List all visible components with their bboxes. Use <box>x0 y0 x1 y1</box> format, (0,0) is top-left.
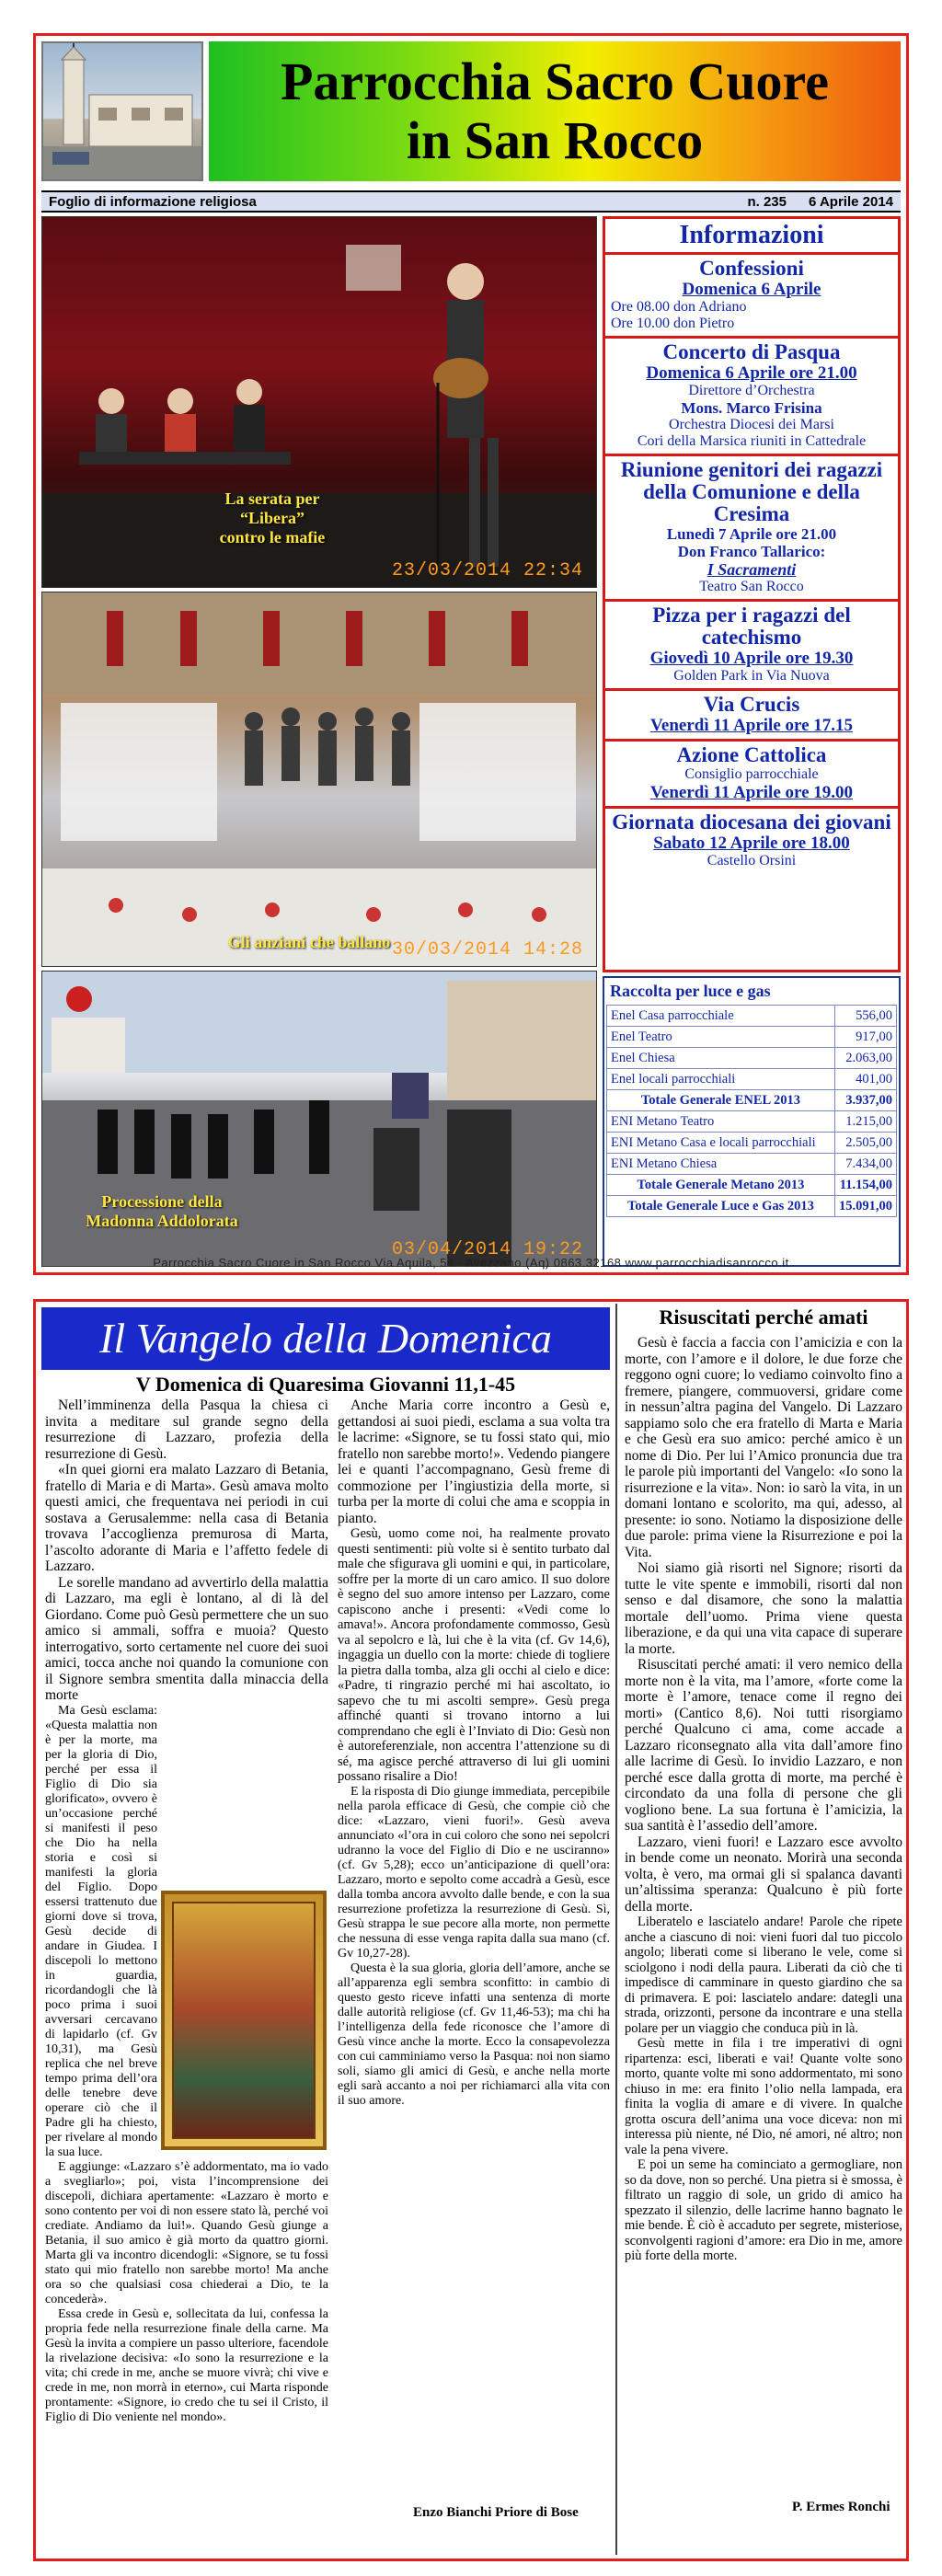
parish-title-line2: in San Rocco <box>406 110 704 170</box>
front-page <box>33 33 909 1275</box>
info-heading: Azione Cattolica <box>676 743 827 766</box>
issue-number: n. 235 <box>747 193 787 210</box>
gospel-page <box>33 1299 909 2561</box>
row-value: 917,00 <box>835 1027 897 1048</box>
fundraising-rows <box>606 1005 897 1217</box>
footer-address: Parrocchia Sacro Cuore in San Rocco Via Aquila, 54 - Avezzano (Aq) 0863.32168 www.parrocchiadisanrocco.it <box>153 1256 789 1270</box>
photo-caption: La serata per “Libera” contro le mafie <box>219 489 326 546</box>
info-via-crucis <box>605 691 898 742</box>
paragraph: Ma Gesù esclama: «Questa malattia non è per la morte, ma per la gloria di Dio, perché per essa il Figlio di Dio sia glorificato», ovvero è un’occasione perché si manifesti il peso che Dio ha nella storia e così si manifesti la gloria del Figlio. Dopo essersi trattenuto due giorni dove si trova, Gesù decide di andare in Giudea. I discepoli lo mettono in guardia, ricordandogli che là poco prima i suoi avversari cercavano di lapidarlo (cf. Gv 10,31), ma Gesù replica che nel breve tempo prima dell’ora delle tenebre deve operare ciò che il Padre gli ha chiesto, per rivelare al mondo la sua luce. <box>45 1703 157 2159</box>
info-date: Giovedì 10 Aprile ore 19.30 <box>649 649 854 668</box>
paragraph: Noi siamo già risorti nel Signore; risorti da tutte le vite spente e immobili, risorti dal non senso e dal disamore, che sono la malattia mortale dell’uomo. Prima viene questa liberazione, e da qui una vita capace di superare la morte. <box>625 1560 902 1657</box>
row-value: 556,00 <box>835 1006 897 1027</box>
newsletter-subtitle: Foglio di informazione religiosa <box>49 193 257 210</box>
row-value: 3.937,00 <box>835 1090 897 1111</box>
paragraph: Nell’imminenza della Pasqua la chiesa ci invita a meditare sul grande segno della resurrezione di Lazzaro, profezia della resurrezione di Gesù. <box>45 1397 328 1462</box>
table-row <box>607 1048 897 1069</box>
paragraph: Gesù mette in fila i tre imperativi di ogni ripartenza: esci, liberati e vai! Quante volte sono morto, quante volte mi sono addormentato, mi sono chiuso in me: era finito l’olio nella lampada, era finita la voglia di amare e di vivere. In qualche grotta oscura dell’anima una voce diceva: non mi interessa più niente, né Dio, né amori, né altro; non vale la pena vivere. <box>625 2036 902 2157</box>
article-column-3 <box>625 1307 902 2264</box>
info-confessioni <box>605 255 898 339</box>
table-row-total <box>607 1175 897 1196</box>
issue-bar <box>41 190 901 213</box>
info-line: Ore 10.00 don Pietro <box>611 316 735 331</box>
paragraph: Questa è la sua gloria, gloria dell’amore, anche se all’apparenza egli sembra sconfitto: in cambio di questo gesto riceve infatti una sentenza di morte dalle autorità religiose (cf. Gv 11,46-53); ma chi ha l’intelligenza della fede riconosce che l’amore di Gesù vince anche la morte. Ecco la consapevolezza con cui camminiamo verso la Pasqua: noi non siamo soli, siamo gli amici di Gesù, e anche nella morte egli sarà accanto a noi per richiamarci alla vita con il suo amore. <box>338 1961 610 2108</box>
row-label: ENI Metano Casa e locali parrocchiali <box>607 1133 835 1154</box>
row-label: Totale Generale Metano 2013 <box>607 1175 835 1196</box>
table-row <box>607 1133 897 1154</box>
row-value: 2.505,00 <box>835 1133 897 1154</box>
article-title: Risuscitati perché amati <box>659 1305 868 1328</box>
gospel-title: Il Vangelo della Domenica <box>41 1307 610 1370</box>
info-line: Golden Park in Via Nuova <box>673 668 830 684</box>
row-value: 2.063,00 <box>835 1048 897 1069</box>
parish-title-line1: Parrocchia Sacro Cuore <box>280 52 829 111</box>
photo-procession <box>41 971 597 1267</box>
fundraising-table <box>603 976 901 1267</box>
info-line: Direttore d’Orchestra <box>688 383 815 398</box>
lazarus-icon-painting <box>161 1891 327 2150</box>
info-date: Domenica 6 Aprile ore 21.00 <box>646 363 857 383</box>
info-date: Lunedì 7 Aprile ore 21.00 <box>666 525 837 543</box>
paragraph: «In quei giorni era malato Lazzaro di Betania, fratello di Maria e di Marta». Gesù amava molto questi amici, che frequentava nei periodi in cui sostava a Gerusalemme: nella casa di Betania trovava l’accoglienza premurosa di Marta, l’ascolto adorante di Maria e l’affetto fedele di Lazzaro. <box>45 1462 328 1574</box>
row-value: 11.154,00 <box>835 1175 897 1196</box>
issue-date: 6 Aprile 2014 <box>809 193 893 210</box>
paragraph: Anche Maria corre incontro a Gesù e, gettandosi ai suoi piedi, esclama a sua volta tra le lacrime: «Signore, se tu fossi stato qui, mio fratello non sarebbe morto!». Vedendo piangere lei e quanti l’accompagnano, Gesù freme di commozione per l’ingiustizia della morte, si turba per la morte di colui che ama e scoppia in pianto. <box>338 1397 610 1526</box>
column-divider <box>615 1304 617 2555</box>
table-row <box>607 1006 897 1027</box>
info-heading: Confessioni <box>699 257 804 280</box>
info-line: Teatro San Rocco <box>699 579 804 594</box>
info-line: Consiglio parrocchiale <box>684 766 819 782</box>
info-heading: Via Crucis <box>703 693 800 716</box>
info-line: Cori della Marsica riuniti in Cattedrale <box>637 433 867 449</box>
fundraising-title: Raccolta per luce e gas <box>610 982 771 1000</box>
masthead <box>41 41 901 181</box>
row-label: Enel Teatro <box>607 1027 835 1048</box>
church-photo <box>41 41 203 181</box>
table-row-total <box>607 1090 897 1111</box>
info-heading: Giornata diocesana dei giovani <box>612 811 891 834</box>
info-date: Sabato 12 Aprile ore 18.00 <box>653 834 850 853</box>
table-row <box>607 1154 897 1175</box>
paragraph: Risuscitati perché amati: il vero nemico della morte non è la vita, ma l’amore, «forte come la morte è l’amore, tenace come il regno dei morti» (Cantico 8,6). Noi tutti risorgiamo perché Qualcuno ci ama, come accade a Lazzaro riconsegnato alla vita dall’amore fino alle lacrime di Gesù. Io invidio Lazzaro, e non perché esce dalla grotta di morte, ma perché è circondato da una folla di persone che gli vogliono bene. La sua fortuna è l’amicizia, la sua santità è l’assedio dell’amore. <box>625 1657 902 1834</box>
info-date: Venerdì 11 Aprile ore 19.00 <box>649 783 854 802</box>
row-label: Enel Chiesa <box>607 1048 835 1069</box>
row-label: Totale Generale Luce e Gas 2013 <box>607 1196 835 1217</box>
row-value: 7.434,00 <box>835 1154 897 1175</box>
paragraph: E aggiunge: «Lazzaro s’è addormentato, ma io vado a svegliarlo»; poi, vista l’incomprensione dei discepoli, dichiara apertamente: «Lazzaro è morto e sono contento per voi di non essere stato là, perché voi crediate. Andiamo da lui!». Quando Gesù giunge a Betania, il suo amico è già morto da quattro giorni. Marta gli va incontro dicendogli: «Signore, se tu fossi stato qui mio fratello non sarebbe morto! Ma anche ora so che qualsiasi cosa chiederai a Dio, te la concederà». <box>45 2159 328 2306</box>
info-pizza <box>605 602 898 691</box>
paragraph: Le sorelle mandano ad avvertirlo della malattia di Lazzaro, ma egli è lontano, al di là del Giordano. Come può Gesù permettere che un suo amico si ammali, soffra e muoia? Questo interrogativo, sorto certamente nel cuore dei suoi amici, tocca anche noi quando la comunione con il Signore sembra smentita dalla minaccia della morte <box>45 1574 328 1703</box>
table-row-total <box>607 1196 897 1217</box>
paragraph: E la risposta di Dio giunge immediata, percepibile nella parola efficace di Gesù, che compie ciò che dice: «Lazzaro, vieni fuori!». Gesù aveva annunciato «l’ora in cui coloro che sono nei sepolcri udranno la voce del Figlio di Dio e ne usciranno» (cf. Gv 5,28); ecco un’anticipazione di quell’ora: Lazzaro, morto e sepolto come accadrà a Gesù, esce dalla tomba ancora avvolto dalle bende, e con la sua resurrezione profetizza la resurrezione di Gesù. Sì, Gesù strappa le sue pecore alla morte, non permette che nessuna di esse venga rapita dalla sua mano (cf. Gv 10,27-28). <box>338 1784 610 1961</box>
row-value: 1.215,00 <box>835 1111 897 1133</box>
paragraph: Gesù, uomo come noi, ha realmente provato questi sentimenti: più volte si è sentito turbato dal male che sfigurava gli uomini e qui, in particolare, soffre per la morte di un caro amico. Il suo dolore è segno del suo amore intenso per Lazzaro, come capiscono anche i presenti: «Vedi come lo amava!». Ancora profondamente commosso, Gesù va al sepolcro e là, lui che è la vita (cf. Gv 14,6), ingaggia un duello con la morte: chiede di togliere la pietra dalla tomba, alza gli occhi al cielo e dice: «Padre, ti ringrazio perché mi hai ascoltato, io sapevo che tu mi ascolti sempre». Gesù prega affinché quanti si trovano intorno a lui comprendano che egli è l’Inviato di Dio: Gesù non è autoreferenziale, non accentra l’attenzione su di sé, ma agisce perché attraverso di lui gli uomini possano risalire a Dio! <box>338 1526 610 1784</box>
paragraph: Gesù è faccia a faccia con l’amicizia e con la morte, con l’amore e il dolore, le due forze che reggono ogni cuore; lo vediamo coinvolto fino a fremere, piangere, commuoversi, gridare come in nessun’altra pagina del Vangelo. Di Lazzaro sappiamo solo che era fratello di Marta e Maria e che Gesù era suo amico: perché amico è un nome di Dio. Per lui l’Amico pronuncia due tra le parole più importanti del Vangelo: «Io sono la risurrezione e la vita». Non: io sarò la vita, in un domani lontano e scolorito, ma qui, adesso, al presente: io sono. Notiamo la disposizione delle due parole: prima viene la Risurrezione e poi la Vita. <box>625 1335 902 1560</box>
author-signature: Enzo Bianchi Priore di Bose <box>413 2505 579 2520</box>
table-row <box>607 1027 897 1048</box>
row-label: Enel locali parrocchiali <box>607 1069 835 1090</box>
info-azione-cattolica <box>605 742 898 809</box>
info-line: Castello Orsini <box>706 853 797 868</box>
info-line: Don Franco Tallarico: <box>677 543 826 560</box>
info-date: Venerdì 11 Aprile ore 17.15 <box>649 716 854 735</box>
photo-timestamp: 23/03/2014 22:34 <box>391 560 583 581</box>
info-giornata-giovani <box>605 809 898 873</box>
info-date: Domenica 6 Aprile <box>682 280 821 299</box>
photo-timestamp: 03/04/2014 19:22 <box>391 1239 583 1260</box>
photo-caption: Processione della Madonna Addolorata <box>86 1192 238 1230</box>
info-line: Mons. Marco Frisina <box>681 399 822 417</box>
row-label: Totale Generale ENEL 2013 <box>607 1090 835 1111</box>
info-heading: Pizza per i ragazzi del catechismo <box>652 604 851 649</box>
row-value: 15.091,00 <box>835 1196 897 1217</box>
info-line: Orchestra Diocesi dei Marsi <box>669 417 834 432</box>
paragraph: Lazzaro, vieni fuori! e Lazzaro esce avvolto in bende come un neonato. Morirà una seconda volta, è vero, ma ormai gli si spalanca davanti un’altissima speranza: Qualcuno è più forte della morte. <box>625 1834 902 1915</box>
paragraph: Liberatelo e lasciatelo andare! Parole che ripete anche a ciascuno di noi: vieni fuori dal tuo piccolo angolo; liberati come si liberano le vele, come si sciolgono i nodi della paura. Liberati da ciò che ti impedisce di camminare in questo giardino che sa di primavera. E poi: lasciatelo andare: dategli una strada, orizzonti, persone da incontrare e una stella polare per un viaggio che conduca più in là. <box>625 1915 902 2036</box>
row-label: Enel Casa parrocchiale <box>607 1006 835 1027</box>
info-line: I Sacramenti <box>706 560 797 579</box>
photo-timestamp: 30/03/2014 14:28 <box>391 939 583 960</box>
info-title: Informazioni <box>605 219 898 255</box>
photo-libera-evening <box>41 216 597 588</box>
table-row <box>607 1069 897 1090</box>
row-label: ENI Metano Teatro <box>607 1111 835 1133</box>
author-signature: P. Ermes Ronchi <box>792 2500 890 2514</box>
row-label: ENI Metano Chiesa <box>607 1154 835 1175</box>
article-column-2 <box>338 1397 610 2109</box>
info-riunione <box>605 456 898 602</box>
title-banner <box>209 41 901 181</box>
paragraph: E poi un seme ha cominciato a germogliare, non so da dove, non so perché. Una pietra si è smossa, è filtrato un raggio di sole, un grido di amico ha spezzato il silenzio, delle lacrime hanno bagnato le mie bende. È ciò è accaduto per segrete, misteriose, sconvolgenti ragioni d’amore: era Dio in me, amore più forte della morte. <box>625 2157 902 2263</box>
info-heading: Riunione genitori dei ragazzi della Comunione e della Cresima <box>620 458 883 525</box>
info-heading: Concerto di Pasqua <box>662 340 841 363</box>
photo-elders-dancing <box>41 592 597 967</box>
gospel-subtitle: V Domenica di Quaresima Giovanni 11,1-45 <box>135 1373 516 1396</box>
info-panel <box>603 216 901 972</box>
info-line: Ore 08.00 don Adriano <box>611 299 747 315</box>
paragraph: Essa crede in Gesù e, sollecitata da lui, confessa la propria fede nella resurrezione finale della carne. Ma Gesù la invita a compiere un passo ulteriore, facendole la rivelazione decisiva: «Io sono la resurrezione e la vita; chi crede in me, anche se muore vivrà; chi vive e crede in me, non morrà in eterno», cui Marta risponde prontamente: «Signore, io credo che tu sei il Cristo, il Figlio di Dio veniente nel mondo». <box>45 2306 328 2424</box>
row-value: 401,00 <box>835 1069 897 1090</box>
info-concerto <box>605 339 898 456</box>
photo-caption: Gli anziani che ballano <box>227 933 391 951</box>
table-row <box>607 1111 897 1133</box>
